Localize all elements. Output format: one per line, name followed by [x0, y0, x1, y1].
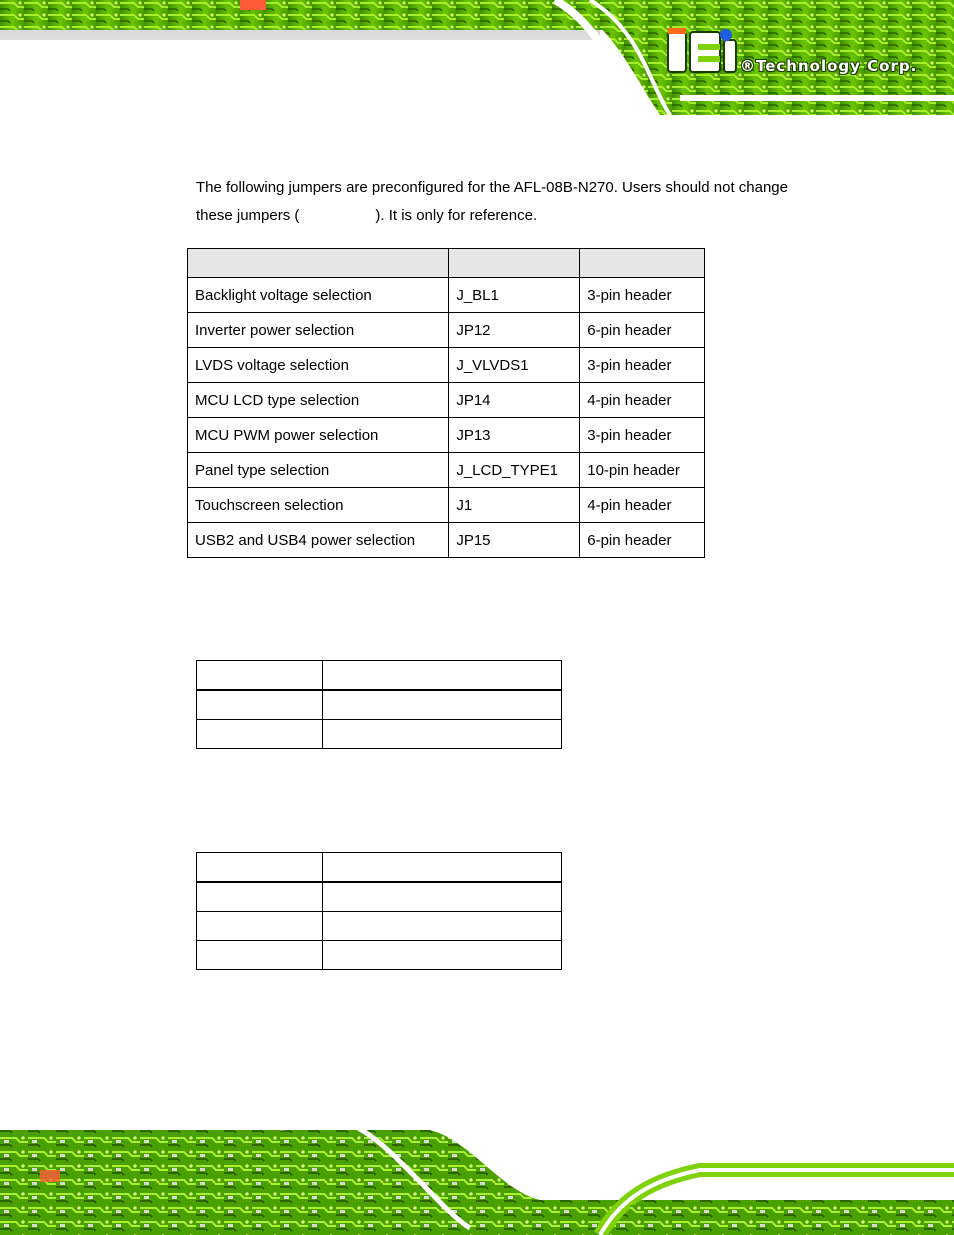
cell-label: JP13	[449, 418, 580, 453]
cell-label: JP15	[449, 523, 580, 558]
table-row	[188, 278, 705, 313]
empty-cell	[197, 853, 323, 883]
cell-description: MCU LCD type selection	[188, 383, 449, 418]
table-row	[188, 313, 705, 348]
cell-label: J_LCD_TYPE1	[449, 453, 580, 488]
cell-type: 4-pin header	[580, 383, 705, 418]
empty-cell	[322, 661, 561, 691]
logo-tagline: ®Technology Corp.	[740, 57, 918, 75]
table-row	[188, 348, 705, 383]
intro-line-2	[196, 202, 836, 230]
cell-description: Backlight voltage selection	[188, 278, 449, 313]
empty-cell	[197, 720, 323, 749]
table-row	[197, 853, 562, 883]
cell-type: 3-pin header	[580, 348, 705, 383]
cell-label: JP12	[449, 313, 580, 348]
table-header-row	[188, 249, 705, 278]
header-cell-description	[188, 249, 449, 278]
cell-type: 10-pin header	[580, 453, 705, 488]
cell-label: JP14	[449, 383, 580, 418]
intro-line-1: The following jumpers are preconfigured for the AFL-08B-N270. Users should not change	[196, 179, 788, 196]
table-row	[188, 453, 705, 488]
empty-cell	[322, 882, 561, 912]
header-cell-label	[449, 249, 580, 278]
cell-type: 4-pin header	[580, 488, 705, 523]
empty-cell	[197, 690, 323, 720]
empty-cell	[322, 690, 561, 720]
table-row	[197, 661, 562, 691]
cell-type: 6-pin header	[580, 523, 705, 558]
cell-label: J_VLVDS1	[449, 348, 580, 383]
table-row	[188, 523, 705, 558]
table-row	[197, 690, 562, 720]
cell-description: Panel type selection	[188, 453, 449, 488]
table-row	[197, 882, 562, 912]
cell-description: Inverter power selection	[188, 313, 449, 348]
empty-cell	[197, 912, 323, 941]
preconfigured-jumpers-table	[187, 248, 705, 558]
empty-cell	[322, 720, 561, 749]
jumper-settings-table-1	[196, 660, 562, 749]
cell-type: 3-pin header	[580, 418, 705, 453]
intro-line-2b: ). It is only for reference.	[375, 207, 538, 224]
empty-cell	[322, 912, 561, 941]
empty-cell	[197, 882, 323, 912]
cell-label: J1	[449, 488, 580, 523]
empty-cell	[322, 941, 561, 970]
cell-description: USB2 and USB4 power selection	[188, 523, 449, 558]
table-row	[197, 912, 562, 941]
table-row	[197, 720, 562, 749]
cell-label: J_BL1	[449, 278, 580, 313]
intro-paragraph	[196, 174, 836, 230]
cell-description: MCU PWM power selection	[188, 418, 449, 453]
intro-line-2a: these jumpers (	[196, 207, 300, 224]
jumper-settings-table-2	[196, 852, 562, 970]
empty-cell	[322, 853, 561, 883]
table-row	[188, 418, 705, 453]
cell-description: LVDS voltage selection	[188, 348, 449, 383]
cell-type: 3-pin header	[580, 278, 705, 313]
empty-cell	[197, 941, 323, 970]
empty-cell	[197, 661, 323, 691]
table-row	[188, 488, 705, 523]
cell-type: 6-pin header	[580, 313, 705, 348]
table-row	[197, 941, 562, 970]
table-row	[188, 383, 705, 418]
cell-description: Touchscreen selection	[188, 488, 449, 523]
company-logo	[664, 26, 954, 86]
header-cell-type	[580, 249, 705, 278]
footer-banner	[0, 1120, 954, 1235]
